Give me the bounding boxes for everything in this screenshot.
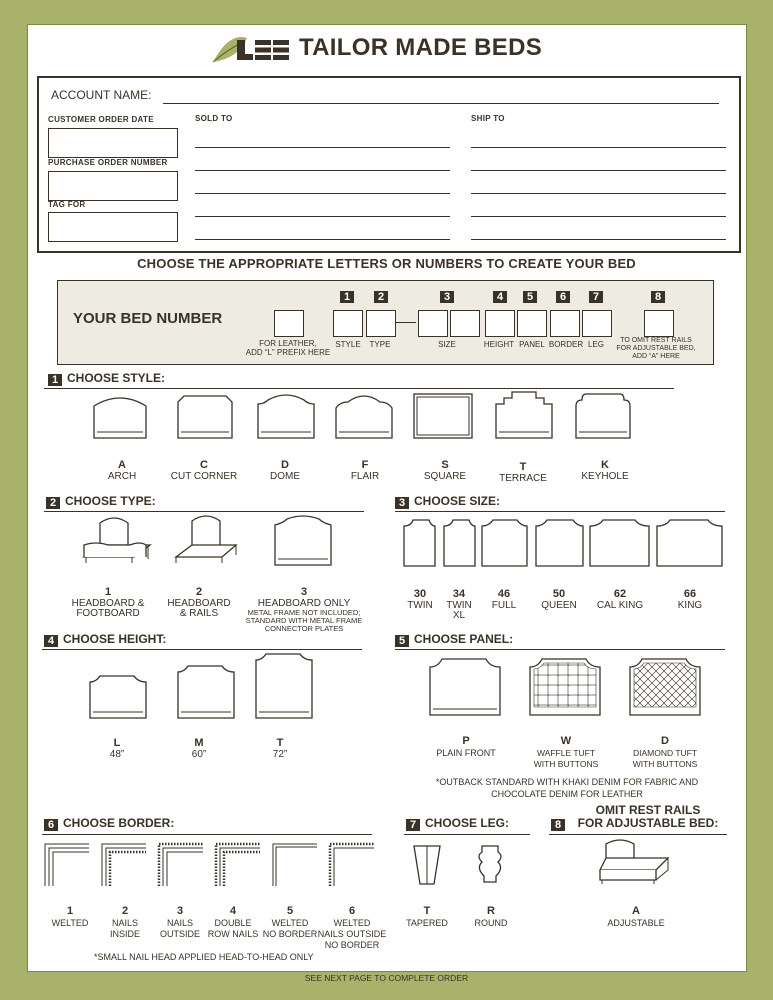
step-badge-1: 1 [340,291,354,303]
type-illustrations [80,515,380,575]
step-badge-2: 2 [374,291,388,303]
adjustable-bed-icon [598,840,678,888]
size-title-text: CHOOSE SIZE: [414,494,501,508]
round-leg-icon [479,846,501,882]
border-code-field[interactable] [550,310,580,337]
size-name: QUEEN [541,600,577,611]
double-row-nails-border-icon [216,844,260,886]
rails-step-badge: 8 [551,819,565,831]
rails-option-adjustable[interactable] [600,906,672,929]
plain-front-panel-icon [430,659,500,715]
size-code: 62 [613,588,627,600]
step-badge-5: 5 [523,291,537,303]
sold-to-line-2[interactable] [195,170,450,171]
border-name: NAILS OUTSIDE [159,918,200,939]
border-option-nails-inside[interactable] [100,906,150,940]
type-code: 2 [195,586,203,598]
panel-section-title [395,632,513,647]
border-title-text: CHOOSE BORDER: [63,816,175,830]
type-option-headboard-footboard[interactable] [62,587,154,619]
type-option-headboard-only[interactable] [236,587,372,633]
type-section-title [46,494,156,509]
panel-option-plain-front[interactable] [426,736,506,759]
style-option-flair[interactable] [330,460,400,482]
height-60-headboard-icon [178,666,234,718]
panel-code-field[interactable] [517,310,547,337]
height-title-text: CHOOSE HEIGHT: [63,632,167,646]
type-field-label: TYPE [369,340,391,349]
size-name: CAL KING [596,600,644,611]
leaf-lee-logo-icon [209,28,295,66]
type-note: METAL FRAME NOT INCLUDED; STANDARD WITH METAL FRAME CONNECTOR PLATES [245,608,363,633]
ship-to-line-2[interactable] [471,170,726,171]
full-headboard-icon [482,520,527,566]
border-step-badge: 6 [44,819,58,831]
size-code: 34 [452,588,466,600]
waffle-tuft-panel-icon [530,659,600,715]
border-name: WELTED [51,918,89,928]
nails-outside-border-icon [159,844,203,886]
size-option-twin-xl[interactable] [441,589,477,621]
rails-title: OMIT REST RAILS FOR ADJUSTABLE BED: [577,803,719,830]
rails-note: TO OMIT REST RAILS FOR ADJUSTABLE BED, ADD “A” HERE [616,337,696,360]
panel-title-text: CHOOSE PANEL: [414,632,514,646]
size-step-badge: 3 [395,497,409,509]
border-code: 1 [66,905,74,917]
size-name: TWIN XL [446,600,472,621]
ship-to-line-4[interactable] [471,216,726,217]
terrace-headboard-icon [496,392,552,438]
tag-for-field[interactable] [48,212,178,242]
border-name: WELTED NAILS OUTSIDE NO BORDER [317,918,387,950]
border-option-welted-nails-outside[interactable] [316,906,388,951]
leather-prefix-field[interactable] [274,310,304,337]
border-code: 5 [286,905,294,917]
border-option-double-row-nails[interactable] [205,906,261,940]
leg-name: ROUND [474,918,508,928]
type-option-headboard-rails[interactable] [160,587,238,619]
tag-for-label: TAG FOR [48,200,86,209]
border-illustrations [43,842,373,890]
size-code-field-2[interactable] [450,310,480,337]
account-name-label: ACCOUNT NAME: [51,88,152,102]
border-code: 4 [229,905,237,917]
size-code-field-1[interactable] [418,310,448,337]
dash-separator [396,322,416,323]
style-name: DOME [270,471,300,482]
border-code: 2 [121,905,129,917]
style-option-cut-corner[interactable] [164,460,244,482]
style-name: TERRACE [499,473,547,484]
queen-headboard-icon [536,520,583,566]
border-field-label: BORDER [548,340,584,349]
step-badge-4: 4 [493,291,507,303]
size-code: 66 [683,588,697,600]
flair-headboard-icon [336,396,392,438]
square-headboard-icon [414,394,472,438]
style-section-title [48,371,165,386]
type-code: 1 [104,586,112,598]
border-name: NAILS INSIDE [109,918,140,939]
border-nail-note: *SMALL NAIL HEAD APPLIED HEAD-TO-HEAD ONLY [94,952,314,962]
border-section-title [44,816,174,831]
welted-no-border-icon [273,844,317,886]
style-name: KEYHOLE [581,471,629,482]
footer-next-page: SEE NEXT PAGE TO COMPLETE ORDER [304,973,469,983]
panel-name: PLAIN FRONT [436,748,496,758]
style-code: D [281,459,289,471]
step-badge-3: 3 [440,291,454,303]
ship-to-line-1[interactable] [471,147,726,148]
headboard-only-icon [275,516,331,565]
brand-title: TAILOR MADE BEDS [299,34,543,61]
style-step-badge: 1 [48,374,62,386]
border-option-nails-outside[interactable] [155,906,205,940]
panel-code: D [661,735,669,747]
style-code: F [361,459,369,471]
height-option-m[interactable] [179,738,219,760]
type-name: HEADBOARD & FOOTBOARD [71,598,145,619]
customer-order-date-field[interactable] [48,128,178,158]
rails-divider [549,834,727,835]
panel-option-diamond-tuft[interactable] [625,736,705,770]
rails-code: A [632,905,640,917]
size-code: 30 [413,588,427,600]
panel-fabric-note: *OUTBACK STANDARD WITH KHAKI DENIM FOR FABRIC AND CHOCOLATE DENIM FOR LEATHER [435,777,699,799]
type-step-badge: 2 [46,497,60,509]
style-name: ARCH [107,471,137,482]
panel-illustrations [428,655,718,719]
border-option-welted-no-border[interactable] [262,906,318,940]
leg-divider [404,834,530,835]
leg-title-text: CHOOSE LEG: [425,816,510,830]
size-option-cal-king[interactable] [589,589,651,611]
border-name: DOUBLE ROW NAILS [207,918,259,939]
sold-to-label: SOLD TO [195,114,233,123]
height-name: 48” [109,749,125,760]
leg-section-title [406,816,509,831]
tapered-leg-icon [414,846,440,884]
height-field-label: HEIGHT [483,340,515,349]
border-code: 3 [176,905,184,917]
sold-to-line-3[interactable] [195,193,450,194]
border-name: WELTED NO BORDER [262,918,318,939]
style-option-square[interactable] [410,460,480,482]
size-option-full[interactable] [483,589,525,611]
style-code: S [441,459,449,471]
type-name: HEADBOARD ONLY [257,598,351,609]
diamond-tuft-panel-icon [630,659,700,715]
step-badge-7: 7 [589,291,603,303]
purchase-order-number-label: PURCHASE ORDER NUMBER [48,158,168,167]
size-field-label: SIZE [438,340,456,349]
style-code: T [519,461,527,473]
height-name: 60” [191,749,207,760]
style-illustrations [88,392,698,442]
style-option-keyhole[interactable] [570,460,640,482]
headboard-footboard-icon [84,518,150,563]
leg-option-tapered[interactable] [403,906,451,929]
size-divider [395,511,725,512]
panel-name: DIAMOND TUFT WITH BUTTONS [632,748,698,769]
leg-illustrations [412,844,512,886]
king-headboard-icon [657,520,722,566]
leg-step-badge: 7 [406,819,420,831]
leg-option-round[interactable] [467,906,515,929]
height-name: 72” [272,749,288,760]
size-illustrations [403,516,733,571]
style-option-arch[interactable] [87,460,157,482]
panel-name: WAFFLE TUFT WITH BUTTONS [533,748,599,769]
panel-code: P [462,735,470,747]
leg-code-field[interactable] [582,310,612,337]
style-option-dome[interactable] [250,460,320,482]
size-name: KING [677,600,703,611]
type-title-text: CHOOSE TYPE: [65,494,156,508]
height-code: L [113,737,121,749]
bed-number-label: YOUR BED NUMBER [73,310,223,327]
style-code: A [118,459,126,471]
style-option-terrace[interactable] [488,462,558,484]
size-option-twin[interactable] [402,589,438,611]
height-divider [42,649,362,650]
account-name-field[interactable] [163,103,719,104]
step-badge-8: 8 [651,291,665,303]
leather-note: FOR LEATHER, ADD “L” PREFIX HERE [245,339,331,357]
height-72-headboard-icon [256,654,312,718]
rails-code-field[interactable] [644,310,674,337]
height-illustrations [88,652,328,722]
type-code-field[interactable] [366,310,396,337]
style-name: CUT CORNER [170,471,238,482]
style-code: C [200,459,208,471]
keyhole-headboard-icon [576,394,630,438]
ship-to-label: SHIP TO [471,114,505,123]
ship-to-line-3[interactable] [471,193,726,194]
style-divider [44,388,674,389]
panel-code: W [560,735,572,747]
panel-field-label: PANEL [519,340,545,349]
nails-inside-border-icon [102,844,146,886]
customer-order-date-label: CUSTOMER ORDER DATE [48,115,154,124]
step-badge-6: 6 [556,291,570,303]
size-name: FULL [491,600,517,611]
leg-code: T [423,905,431,917]
size-option-king[interactable] [660,589,720,611]
style-code: K [601,459,609,471]
type-code: 3 [300,586,308,598]
border-option-welted[interactable] [45,906,95,929]
size-name: TWIN [407,600,433,611]
cut-corner-headboard-icon [178,396,232,438]
headboard-rails-icon [176,516,236,563]
leg-name: TAPERED [406,918,448,928]
arch-headboard-icon [94,398,146,438]
height-code-field[interactable] [485,310,515,337]
rails-name: ADJUSTABLE [607,918,665,928]
size-code: 50 [552,588,566,600]
style-code-field[interactable] [333,310,363,337]
border-divider [42,834,372,835]
type-divider [44,511,364,512]
twin-headboard-icon [404,520,435,566]
purchase-order-number-field[interactable] [48,171,178,201]
height-option-t[interactable] [260,738,300,760]
style-field-label: STYLE [335,340,361,349]
height-step-badge: 4 [44,635,58,647]
sold-to-line-4[interactable] [195,216,450,217]
twin-xl-headboard-icon [444,520,475,566]
height-section-title [44,632,166,647]
sold-to-line-5[interactable] [195,239,450,240]
panel-option-waffle-tuft[interactable] [526,736,606,770]
size-section-title [395,494,500,509]
instructions-heading: CHOOSE THE APPROPRIATE LETTERS OR NUMBERS TO CREATE YOUR BED [137,256,636,271]
style-name: SQUARE [423,471,467,482]
ship-to-line-5[interactable] [471,239,726,240]
height-code: M [194,737,204,749]
sold-to-line-1[interactable] [195,147,450,148]
leg-field-label: LEG [587,340,604,349]
height-option-l[interactable] [97,738,137,760]
type-name: HEADBOARD & RAILS [167,598,231,619]
border-code: 6 [348,905,356,917]
size-code: 46 [497,588,511,600]
welted-border-icon [45,844,89,886]
welted-nails-outside-no-border-icon [330,844,374,886]
panel-step-badge: 5 [395,635,409,647]
height-48-headboard-icon [90,676,146,718]
style-title-text: CHOOSE STYLE: [67,371,166,385]
size-option-queen[interactable] [533,589,585,611]
style-name: FLAIR [350,471,380,482]
dome-headboard-icon [258,395,314,438]
height-code: T [276,737,284,749]
panel-divider [395,649,725,650]
leg-code: R [487,905,495,917]
cal-king-headboard-icon [590,520,649,566]
